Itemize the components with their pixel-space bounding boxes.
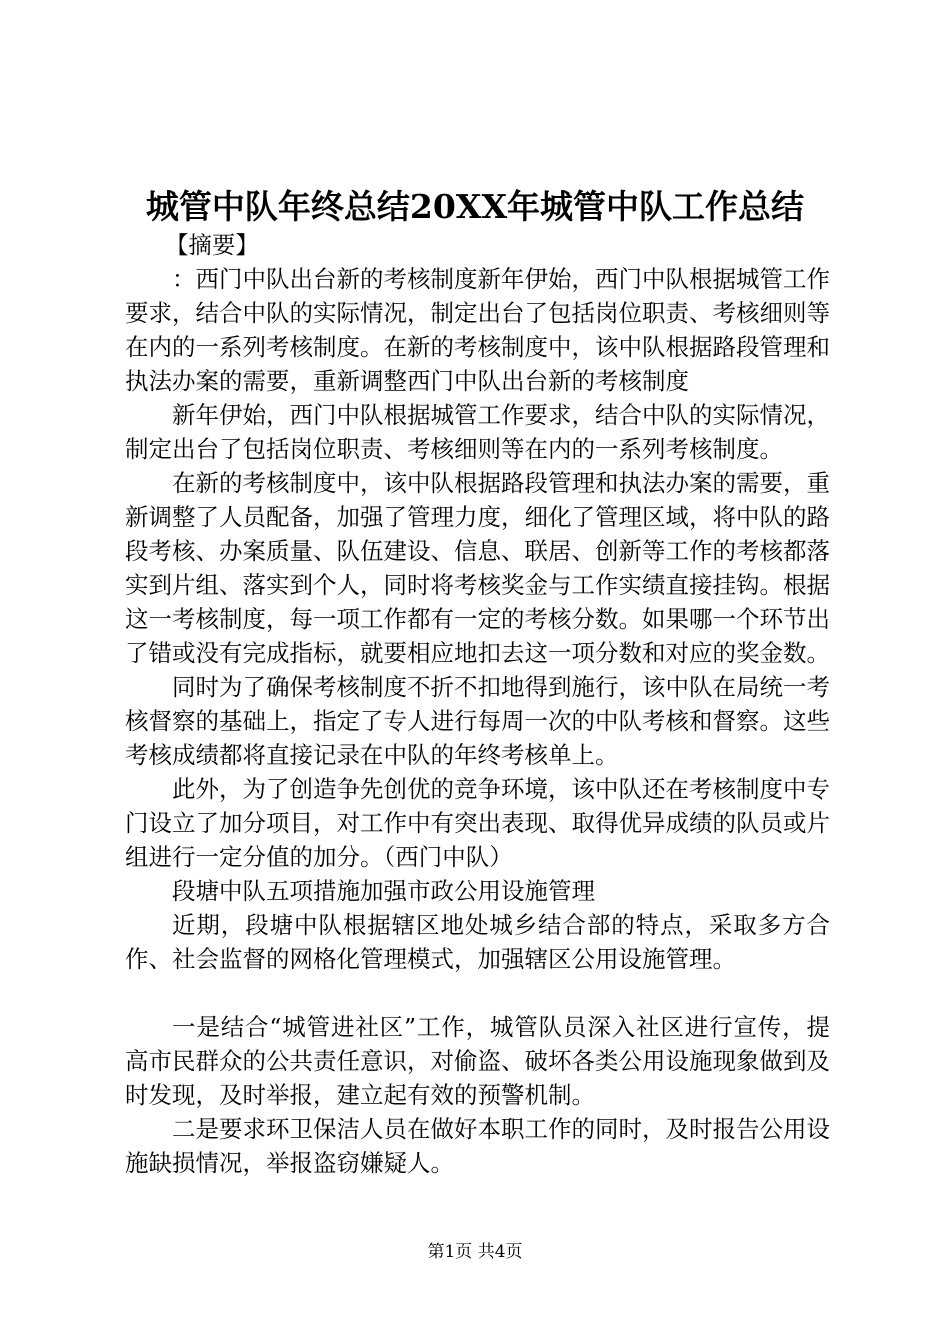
paragraph-4: 同时为了确保考核制度不折不扣地得到施行，该中队在局统一考核督察的基础上，指定了专人进行每周一次的中队考核和督察。这些考核成绩都将直接记录在中队的年终考核单上。 xyxy=(125,673,830,769)
paragraph-6: 近期，段塘中队根据辖区地处城乡结合部的特点，采取多方合作、社会监督的网格化管理模式，加强辖区公用设施管理。 xyxy=(125,911,830,973)
section-heading: 段塘中队五项措施加强市政公用设施管理 xyxy=(172,877,595,905)
paragraph-3: 在新的考核制度中，该中队根据路段管理和执法办案的需要，重新调整了人员配备，加强了管理力度，细化了管理区域，将中队的路段考核、办案质量、队伍建设、信息、联居、创新等工作的考核都落实到片组、落实到个人，同时将考核奖金与工作实绩直接挂钩。根据这一考核制度，每一项工作都有一定的考核分数。如果哪一个环节出了错或没有完成指标，就要相应地扣去这一项分数和对应的奖金数。 xyxy=(125,469,830,667)
paragraph-2: 新年伊始，西门中队根据城管工作要求，结合中队的实际情况，制定出台了包括岗位职责、考核细则等在内的一系列考核制度。 xyxy=(125,401,830,463)
paragraph-8: 二是要求环卫保洁人员在做好本职工作的同时，及时报告公用设施缺损情况，举报盗窃嫌疑人。 xyxy=(125,1115,830,1177)
blank-line xyxy=(125,976,830,1010)
page-footer: 第1页 共4页 xyxy=(427,1242,523,1262)
paragraph-5: 此外，为了创造争先创优的竞争环境，该中队还在考核制度中专门设立了加分项目，对工作中有突出表现、取得优异成绩的队员或片组进行一定分值的加分。（西门中队） xyxy=(125,775,830,871)
paragraph-1: ：西门中队出台新的考核制度新年伊始，西门中队根据城管工作要求，结合中队的实际情况，制定出台了包括岗位职责、考核细则等在内的一系列考核制度。在新的考核制度中，该中队根据路段管理和执法办案的需要，重新调整西门中队出台新的考核制度 xyxy=(125,265,830,395)
document-title: 城管中队年终总结20XX年城管中队工作总结 xyxy=(145,187,805,226)
document-body xyxy=(125,228,830,1180)
abstract-label: 【摘要】 xyxy=(164,231,259,259)
paragraph-7: 一是结合“城管进社区”工作，城管队员深入社区进行宣传，提高市民群众的公共责任意识，对偷盗、破坏各类公用设施现象做到及时发现，及时举报，建立起有效的预警机制。 xyxy=(125,1013,830,1109)
